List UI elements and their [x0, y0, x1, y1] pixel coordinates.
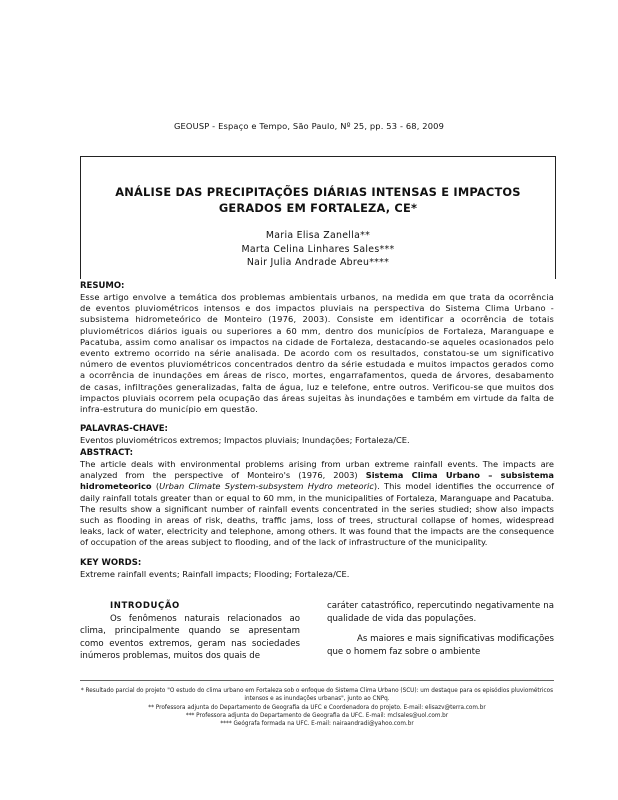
left-column [80, 600, 300, 663]
abstract-text [80, 459, 554, 549]
abstract-model-name: Sistema Clima Urbano – subsistema hidrometeorico [80, 470, 555, 492]
resumo-label: RESUMO: [80, 281, 125, 291]
author-name: Nair Julia Andrade Abreu**** [246, 257, 390, 268]
title-line-1: ANÁLISE DAS PRECIPITAÇÕES DIÁRIAS INTENSAS E IMPACTOS [115, 185, 521, 199]
palavras-chave-section [80, 424, 554, 446]
author-name: Maria Elisa Zanella** [265, 230, 371, 241]
intro-paragraph-continued: caráter catastrófico, repercutindo negativamente na qualidade de vida das populações. [327, 601, 554, 624]
palavras-chave-label: PALAVRAS-CHAVE: [80, 424, 168, 434]
title-box [80, 156, 556, 279]
journal-header: GEOUSP - Espaço e Tempo, São Paulo, Nº 25, pp. 53 - 68, 2009 [173, 121, 445, 131]
keywords-section [80, 558, 554, 580]
footnote: **** Geógrafa formada na UFC. E-mail: nairaandradi@yahoo.com.br [220, 721, 414, 728]
abstract-paren-open: ( [151, 481, 160, 492]
intro-paragraph-2: As maiores e mais significativas modificações que o homem faz sobre o ambiente [327, 634, 554, 657]
resumo-text: Esse artigo envolve a temática dos problemas ambientais urbanos, na medida em que trata da ocorrência de eventos pluviométricos intensos e dos impactos pluviais na perspectiva do Sistema Clima Urbano - subsistema hidrometeórico de Monteiro (1976, 2003). Consiste em identificar a ocorrência de totais pluviométricos diários iguais ou superiores a 60 mm, dentro dos municípios de Fortaleza, Maranguape e Pacatuba, assim como analisar os impactos na cidade de Fortaleza, destacando-se aqueles ocasionados pelo evento extremo ocorrido na série analisada. De acordo com os resultados, constatou-se um significativo número de eventos pluviométricos concentrados dentro da série estudada e muitos impactos gerados como a ocorrência de inundações em áreas de risco, mortes, engarrafamentos, queda de árvores, desabamento de casas, infiltrações generalizadas, falta de água, luz e telefone, entre outros. Verificou-se que muitos dos impactos pluviais ocorrem pela ocupação das áreas sujeitas às inundações e também em virtude da falta de infra-estrutura do município em questão. [80, 292, 554, 415]
introducao-heading: INTRODUÇÃO [110, 601, 180, 611]
footnote-divider [80, 680, 554, 681]
abstract-section [80, 448, 554, 549]
palavras-chave-text: Eventos pluviométricos extremos; Impactos pluviais; Inundações; Fortaleza/CE. [80, 435, 410, 445]
abstract-text-start: The article deals with environmental problems arising from urban extreme rainfall events. The impacts are analyzed from the perspective of Monteiro's (1976, 2003) [80, 459, 554, 481]
intro-paragraph-1: Os fenômenos naturais relacionados ao clima, principalmente quando se apresentam como eventos extremos, geram nas sociedades inúmeros problemas, muitos dos quais de [80, 613, 300, 661]
footnote: * Resultado parcial do projeto "O estudo do clima urbano em Fortaleza sob o enfoque do Sistema Clima Urbano (SCU): um destaque para os episódios pluviométricos intensos e as inundações urbanas", junto ao CNPq. [80, 688, 554, 703]
right-column [327, 600, 554, 658]
abstract-model-translation: Urban Climate System-subsystem Hydro meteoric [159, 481, 374, 492]
resumo-section [80, 281, 554, 415]
keywords-text: Extreme rainfall events; Rainfall impacts; Flooding; Fortaleza/CE. [80, 569, 350, 579]
footnotes [80, 687, 554, 728]
abstract-text-end: ). This model identifies the occurrence of daily rainfall totals greater than or equal to 60 mm, in the municipalities of Fortaleza, Maranguape and Pacatuba. The results show a significant number of rainfall events concentrated in the series studied; show also impacts such as flooding in areas of risk, deaths, traffic jams, loss of trees, structural collapse of homes, widespread leaks, lack of water, electricity and telephone, among others. It was found that the impacts are the consequence of occupation of the areas subject to flooding, and of the lack of infrastructure of the municipality. [80, 481, 555, 548]
footnote: ** Professora adjunta do Departamento de Geografia da UFC e Coordenadora do projeto. E-mail: elisazv@terra.com.br [148, 704, 486, 711]
keywords-label: KEY WORDS: [80, 558, 142, 568]
article-title [81, 184, 555, 216]
abstract-label: ABSTRACT: [80, 448, 134, 458]
author-list [81, 229, 555, 270]
title-line-2: GERADOS EM FORTALEZA, CE* [218, 201, 418, 215]
footnote: *** Professora adjunta do Departamento de Geografia da UFC. E-mail: mclsales@uol.com.br [185, 712, 449, 719]
author-name: Marta Celina Linhares Sales*** [241, 243, 395, 255]
